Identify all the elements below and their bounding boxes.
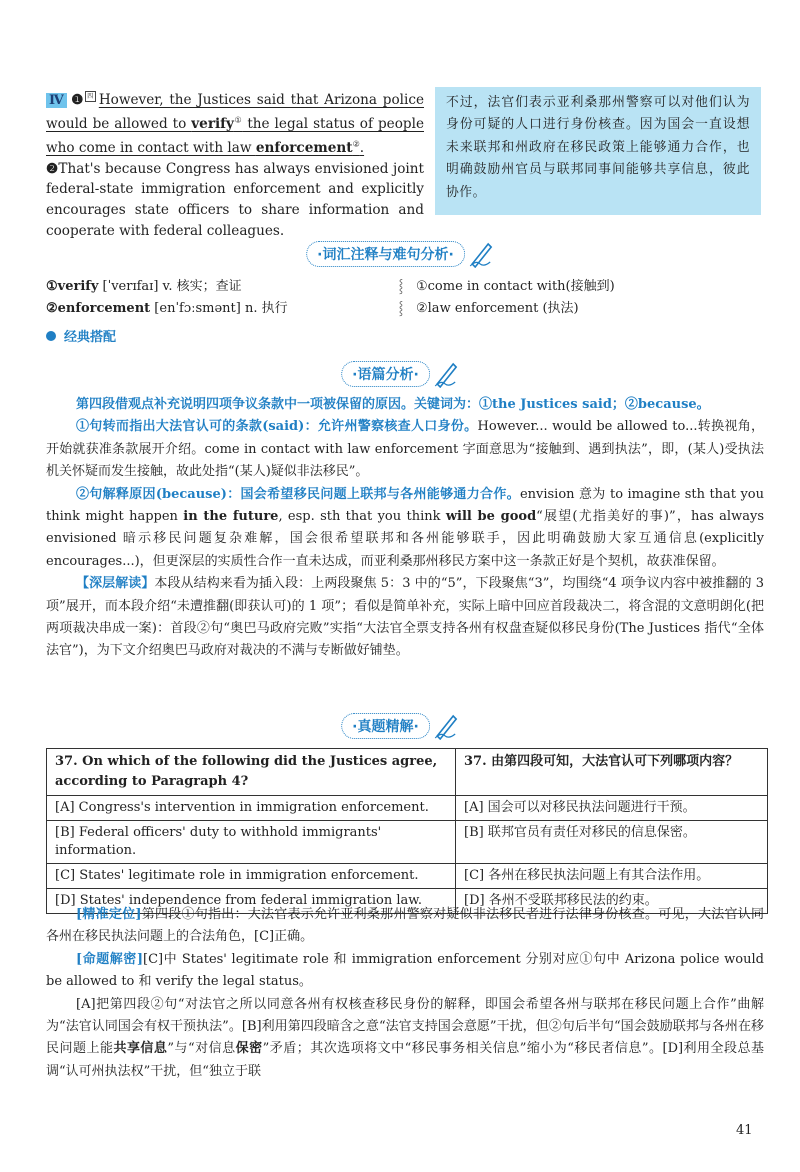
- collocation-heading: 经典搭配: [46, 326, 116, 345]
- page-number: 41: [736, 1123, 753, 1138]
- question-table: [46, 748, 768, 914]
- analysis-point-1: ①句转而指出大法官认可的条款(said)：允许州警察核查人口身份。However... would be allowed to...转换视角，开始就获准条款展开介绍。come in contact with law enforcement 字面意思为“接触到、遇到执法”，即，(某人)受执法机关怀疑而发生接触，故此处指“(某人)疑似非法移民”。: [46, 419, 764, 480]
- option-d-en: [D] States' independence from federal immigration law.: [47, 889, 456, 914]
- pen-icon: [433, 360, 459, 388]
- option-c-zh: [C] 各州在移民执法问题上有其合法作用。: [456, 864, 768, 889]
- vocab-section-title: ·词汇注释与难句分析·: [306, 241, 465, 267]
- option-d-zh: [D] 各州不受联邦移民法的约束。: [456, 889, 768, 914]
- vocab-def-2: [enˈfɔːsmənt] n. 执行: [150, 301, 288, 316]
- paragraph-roman-numeral: Ⅳ: [46, 93, 67, 108]
- vocab-def-1: [ˈverɪfaɪ] v. 核实；查证: [98, 279, 242, 294]
- english-passage: [46, 90, 424, 241]
- question-stem-en: 37. On which of the following did the Justices agree, according to Paragraph 4?: [47, 749, 456, 796]
- option-b-en: [B] Federal officers' duty to withhold immigrants' information.: [47, 821, 456, 864]
- divider-icon: ⸾: [398, 279, 404, 294]
- question-stem-zh: 37. 由第四段可知，大法官认可下列哪项内容？: [456, 749, 768, 796]
- sentence-mark-icon: 四: [85, 91, 96, 102]
- wrong-options-analysis: [A]把第四段②句“对法官之所以同意各州有权核查移民身份的解释，即国会希望各州与联邦在移民问题上合作”曲解为“法官认同国会有权干预执法”。[B]利用第四段暗含之意“法官支持国会意愿”干扰，但②句后半句“国会鼓励联邦与各州在移民问题上能共享信息”与“对信息保密”矛盾；其次选项将文中“移民事务相关信息”缩小为“移民者信息”。[D]利用全段总基调“认可州执法权”干扰，但“独立于联: [46, 996, 764, 1079]
- option-c-en: [C] States' legitimate role in immigration enforcement.: [47, 864, 456, 889]
- table-row: [47, 796, 768, 821]
- vocab-word-1: ①verify: [46, 279, 99, 294]
- bullet-dot-icon: [46, 331, 56, 341]
- table-row: [47, 821, 768, 864]
- pen-icon: [433, 712, 459, 740]
- question-section-title: ·真题精解·: [341, 713, 430, 739]
- table-row: [47, 749, 768, 796]
- answer-explanation: [46, 904, 764, 1083]
- sentence-2-number: ❷: [46, 160, 59, 177]
- analysis-intro: 第四段借观点补充说明四项争议条款中一项被保留的原因。关键词为：①the Justices said；②because。: [76, 397, 710, 412]
- sentence-1-underlined: However, the Justices said that Arizona police would be allowed to verify① the legal status of people who come in contact with law enforcement②.: [46, 92, 424, 157]
- discourse-section-banner: [341, 360, 459, 388]
- discourse-analysis: [46, 394, 764, 663]
- chinese-translation-box: 不过，法官们表示亚利桑那州警察可以对他们认为身份可疑的人口进行身份核查。因为国会一直设想未来联邦和州政府在移民政策上能够通力合作，也明确鼓励州官员与联邦同事间能够共享信息，彼此协作。: [435, 87, 761, 215]
- question-section-banner: [341, 712, 459, 740]
- precise-location: [精准定位]第四段①句指出：大法官表示允许亚利桑那州警察对疑似非法移民者进行法律身份核查。可见，大法官认同各州在移民执法问题上的合法角色，[C]正确。: [46, 907, 764, 945]
- vocab-list: [46, 276, 766, 320]
- vocab-section-banner: [306, 240, 494, 268]
- phrase-1: ①come in contact with(接触到): [416, 279, 615, 294]
- analysis-point-2: ②句解释原因(because)：国会希望移民问题上联邦与各州能够通力合作。envision 意为 to imagine sth that you think might happen in the future, esp. sth that you think will be good“展望(尤指美好的事)”，has always envisioned 暗示移民问题复杂难解，国会很希望联邦和各州能够联手，因此明确鼓励大家互通信息(explicitly encourages...)，但更深层的实质性合作一直未达成，而亚利桑那州移民方案中这一条款正好是个契机，故获准保留。: [46, 486, 764, 569]
- divider-icon: ⸾: [398, 301, 404, 316]
- sentence-1-number: ❶: [69, 92, 85, 108]
- phrase-2: ②law enforcement (执法): [416, 301, 579, 316]
- table-row: [47, 864, 768, 889]
- option-b-zh: [B] 联邦官员有责任对移民的信息保密。: [456, 821, 768, 864]
- question-decode: [命题解密][C]中 States' legitimate role 和 immigration enforcement 分别对应①句中 Arizona police would be allowed to 和 verify the legal status。: [46, 951, 764, 990]
- discourse-section-title: ·语篇分析·: [341, 361, 430, 387]
- option-a-zh: [A] 国会可以对移民执法问题进行干预。: [456, 796, 768, 821]
- analysis-deep-reading: 【深层解读】本段从结构来看为插入段：上两段聚焦 5：3 中的“5”，下段聚焦“3”，均围绕“4 项争议内容中被推翻的 3 项”展开，而本段介绍“未遭推翻(即获认可)的 1 项”；看似是简单补充，实际上暗中回应首段裁决二，将含混的文意明朗化(把两项裁决串成一案)：首段②句“奥巴马政府完败”实指“大法官全票支持各州有权盘查疑似移民身份(The Justices 指代“全体法官”)，为下文介绍奥巴马政府对裁决的不满与专断做好铺垫。: [46, 576, 764, 659]
- sentence-2-text: That's because Congress has always envisioned joint federal-state immigration enforcement and explicitly encourages state officers to share information and cooperate with federal colleagues.: [46, 160, 424, 239]
- vocab-word-2: ②enforcement: [46, 301, 151, 316]
- option-a-en: [A] Congress's intervention in immigration enforcement.: [47, 796, 456, 821]
- pen-icon: [468, 240, 494, 268]
